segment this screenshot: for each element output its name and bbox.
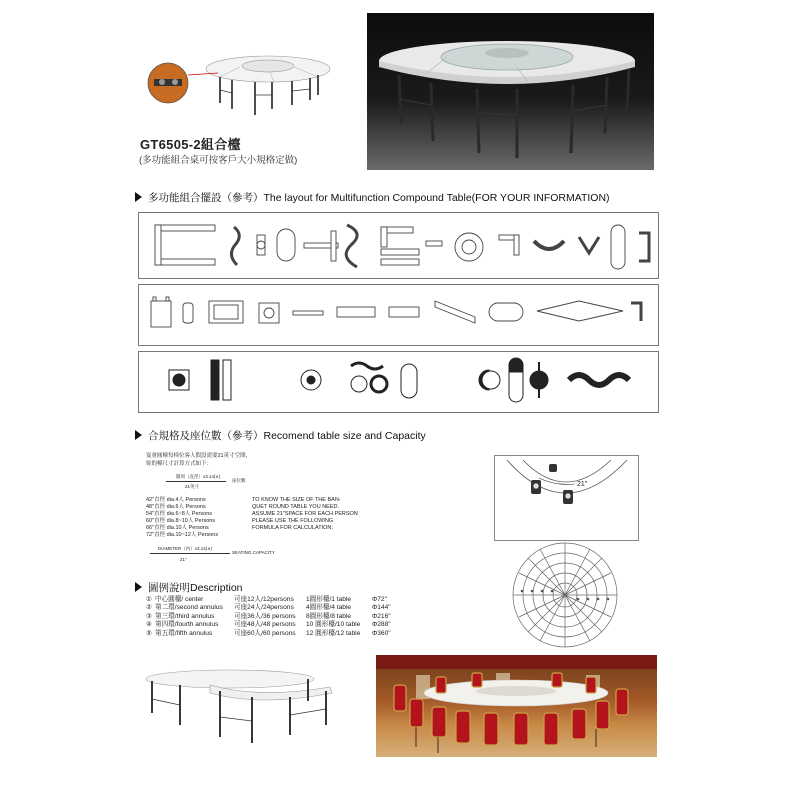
product-photo-top [367,13,654,170]
formula-bottom: DIAMETER（內）x3.14(∧) [158,546,213,551]
description-section-heading: 圖例說明Description [135,580,243,595]
formula-top-line [166,481,226,482]
layout-diagrams-row-2 [139,285,658,345]
seat-spacing-label: 21" [577,481,588,488]
formula-bottom-right: SEATING CAPACITY [232,550,275,555]
triangle-icon [135,192,142,202]
layout-panel-2 [138,284,659,346]
layout-diagrams-row-1 [139,213,658,278]
formula-bottom-under: 21" [180,557,187,562]
size-section-heading: 合規格及座位數（參考）Recomend table size and Capacity [135,428,426,443]
layout-section-heading: 多功能組合擺設（參考）The layout for Multifunction Compound Table(FOR YOUR INFORMATION) [135,190,610,205]
layout-panel-1 [138,212,659,279]
formula-bottom-line [150,553,230,554]
size-item: 48"直徑 dia.6人 Persons [146,504,206,510]
layout-panel-3 [138,351,659,413]
size-item: 54"直徑 dia.6~8人 Persons [146,511,213,517]
triangle-icon [135,582,142,592]
formula-top: 圓周（直徑）x3.14(∧) [176,474,221,479]
size-item: 42"直徑 dia.4人 Persons [146,497,206,503]
layout-diagrams-row-3 [139,352,658,412]
model-title: GT6505-2組合檯 [140,137,241,152]
seat-spacing-diagram [494,455,639,541]
ring-layout-diagram [500,540,630,650]
product-sketch-top [140,45,340,125]
formula-top-right: 座位數 [232,478,246,483]
triangle-icon [135,430,142,440]
size-item: 72"直徑 dia.10~12人 Persons [146,532,219,538]
model-subtitle: (多功能組合桌可按客戶大小規格定做) [139,155,298,166]
size-list [146,497,218,539]
size-intro-1: 宴會圓檯每椅位客人假設需要21英寸空間， [146,453,252,459]
size-item: 60"直徑 dia.8~10人 Persons [146,518,216,524]
banquet-photo [376,655,657,757]
size-item: 66"直徑 dia.10人 Persons [146,525,209,531]
product-sketch-bottom [140,665,340,745]
formula-top-under: 21英寸 [185,484,200,489]
size-intro-2: 妳的檯尺寸計算方式如下： [146,461,213,467]
english-note: TO KNOW THE SIZE OF THE BAN- QUET ROUND TABLE YOU NEED. ASSUME 21"SPACE FOR EACH PERSON PLEASE USE THE FOLLOWING FORMULA FOR CALCULATION; [252,497,358,531]
